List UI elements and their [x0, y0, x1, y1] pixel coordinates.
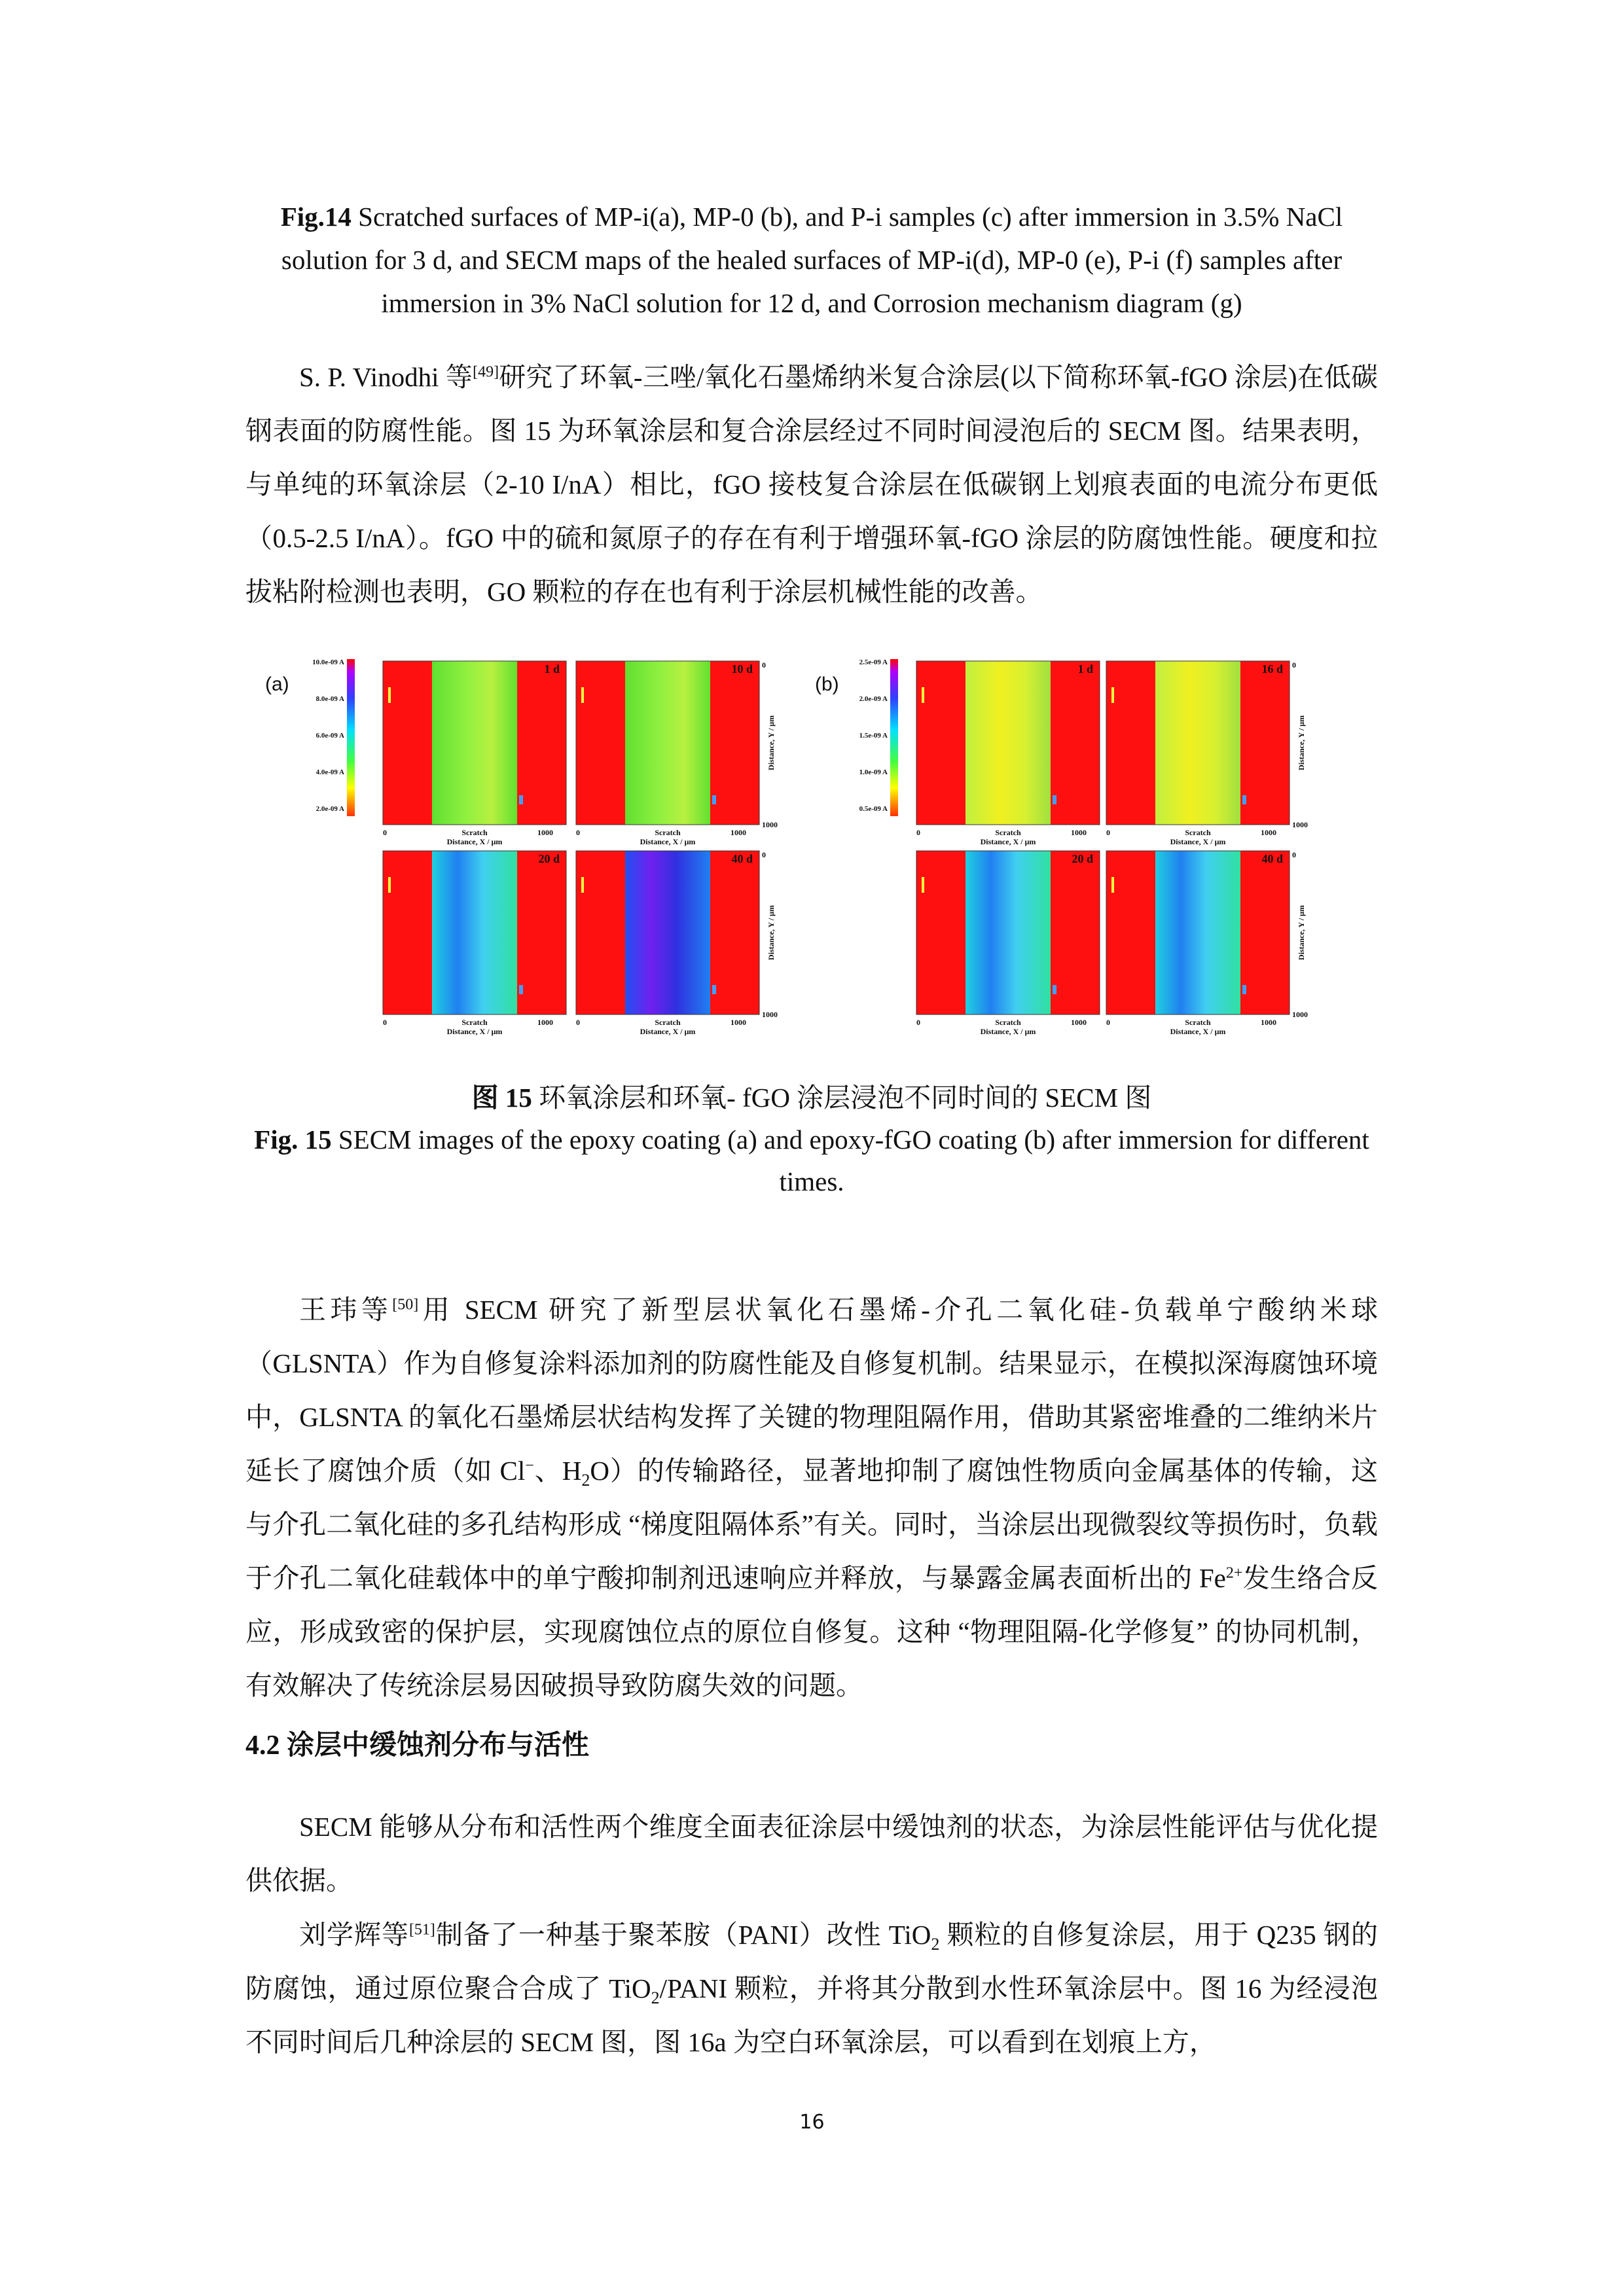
figure-15-cn-text: 环氧涂层和环氧- fGO 涂层浸泡不同时间的 SECM 图 [532, 1083, 1152, 1113]
paragraph-wangwei [245, 1283, 1378, 1712]
secm-map-scratch-zone [965, 661, 1051, 825]
figure-15-en-text: SECM images of the epoxy coating (a) and epoxy-fGO coating (b) after immersion for different times. [331, 1124, 1369, 1196]
x-tick-label: 1000 [1071, 828, 1087, 837]
colorbar-tick-label: 2.5e-09 A [859, 658, 888, 666]
secm-map-time-label: 1 d [544, 662, 560, 675]
secm-map-scratch-zone [432, 661, 517, 825]
panel-label: (b) [815, 673, 839, 695]
paragraph-liuxuehui [245, 1908, 1378, 2069]
y-tick-label: 1000 [762, 820, 778, 829]
x-axis-label: Distance, X / μm [1170, 1027, 1226, 1036]
y-tick-label: 1000 [1292, 1010, 1308, 1019]
x-tick-label: 1000 [731, 1018, 746, 1027]
x-tick-label: 0 [1106, 828, 1110, 837]
secm-map-scratch-zone [432, 851, 517, 1014]
x-tick-label: 0 [916, 828, 920, 837]
secm-map-time-label: 40 d [1261, 852, 1283, 865]
paragraph-text: 用 SECM 研究了新型层状氧化石墨烯-介孔二氧化硅-负载单宁酸纳米球（GLSNTA）作为自修复涂料添加剂的防腐性能及自修复机制。结果显示，在模拟深海腐蚀环境中，GLSNTA 的氧化石墨烯层状结构发挥了关键的物理阻隔作用，借助其紧密堆叠的二维纳米片延长了腐蚀介质（如 Cl [245, 1295, 1379, 1486]
x-tick-label: 1000 [1071, 1018, 1087, 1027]
secm-map-artifact [581, 877, 584, 893]
x-axis-label: Distance, X / μm [980, 837, 1036, 846]
colorbar-tick-label: 0.5e-09 A [859, 805, 888, 813]
paragraph-secm-intro [245, 1800, 1378, 1907]
secm-map-scratch-zone [1155, 661, 1240, 825]
paragraph-vinodhi [245, 350, 1378, 619]
secm-map-time-label: 20 d [538, 852, 560, 865]
x-axis-label: Distance, X / μm [640, 1027, 696, 1036]
citation-ref[interactable]: [49] [473, 363, 499, 381]
author: S. P. Vinodhi 等 [299, 362, 473, 392]
colorbar-tick-label: 1.5e-09 A [859, 732, 888, 740]
superscript: 2+ [1225, 1564, 1243, 1582]
colorbar-tick-label: 10.0e-09 A [312, 658, 344, 666]
secm-map-time-label: 1 d [1077, 662, 1093, 675]
y-axis-label: Distance, Y / μm [767, 905, 776, 960]
figure-15-caption-cn [249, 1077, 1375, 1119]
x-tick-label: 0 [383, 1018, 387, 1027]
colorbar-tick-label: 6.0e-09 A [316, 732, 344, 740]
y-tick-label: 0 [762, 660, 766, 670]
author: 王玮等 [299, 1295, 393, 1325]
figure-15-cn-label: 图 15 [471, 1083, 532, 1113]
figure-15 [262, 645, 1362, 1057]
x-axis-label: Scratch [655, 828, 681, 837]
x-axis-label: Scratch [1185, 828, 1211, 837]
x-tick-label: 1000 [1261, 1018, 1276, 1027]
x-axis-label: Scratch [995, 1018, 1021, 1027]
secm-map-time-label: 10 d [731, 662, 753, 675]
panel-label: (a) [265, 673, 289, 695]
x-tick-label: 1000 [1261, 828, 1276, 837]
paragraph-text: /PANI 颗粒，并将其分散到水性环氧涂层中。图 16 为经浸泡不同时间后几种涂层的 SECM 图，图 16a 为空白环氧涂层，可以看到在划痕上方， [245, 1973, 1378, 2057]
author: 刘学辉等 [299, 1920, 409, 1950]
x-tick-label: 0 [1106, 1018, 1110, 1027]
x-axis-label: Distance, X / μm [980, 1027, 1036, 1036]
secm-map-time-label: 40 d [731, 852, 753, 865]
secm-map-artifact [922, 687, 924, 703]
colorbar [347, 659, 355, 816]
secm-map-artifact [712, 985, 716, 994]
x-tick-label: 0 [383, 828, 387, 837]
page-number: 16 [799, 2111, 825, 2134]
colorbar-tick-label: 2.0e-09 A [316, 805, 344, 813]
colorbar [890, 659, 898, 816]
figure-15-en-label: Fig. 15 [254, 1124, 332, 1155]
paragraph-text: SECM 能够从分布和活性两个维度全面表征涂层中缓蚀剂的状态，为涂层性能评估与优化提供依据。 [245, 1812, 1378, 1895]
x-axis-label: Distance, X / μm [446, 1027, 503, 1036]
x-tick-label: 1000 [537, 828, 553, 837]
paragraph-text: 研究了环氧-三唑/氧化石墨烯纳米复合涂层(以下简称环氧-fGO 涂层)在低碳钢表面的防腐性能。图 15 为环氧涂层和复合涂层经过不同时间浸泡后的 SECM 图。结果表明，与单纯的环氧涂层（2-10 I/nA）相比，fGO 接枝复合涂层在低碳钢上划痕表面的电流分布更低（0.5-2.5 I/nA）。fGO 中的硫和氮原子的存在有利于增强环氧-fGO 涂层的防腐蚀性能。硬度和拉拔粘附检测也表明，GO 颗粒的存在也有利于涂层机械性能的改善。 [245, 362, 1379, 607]
colorbar-tick-label: 2.0e-09 A [859, 695, 888, 703]
secm-map-artifact [1053, 795, 1056, 804]
x-axis-label: Scratch [995, 828, 1021, 837]
x-tick-label: 0 [916, 1018, 920, 1027]
secm-map-artifact [1053, 985, 1056, 994]
figure-14-caption-text: Scratched surfaces of MP-i(a), MP-0 (b), and P-i samples (c) after immersion in 3.5% NaCl solution for 3 d, and SECM maps of the healed surfaces of MP-i(d), MP-0 (e), P-i (f) samples after immersion in 3% NaCl solution for 12 d, and Corrosion mechanism diagram (g) [281, 202, 1343, 318]
y-tick-label: 0 [1292, 850, 1296, 859]
paragraph-text: 制备了一种基于聚苯胺（PANI）改性 TiO [435, 1920, 931, 1950]
x-axis-label: Scratch [461, 1018, 488, 1027]
y-tick-label: 1000 [762, 1010, 778, 1019]
y-tick-label: 0 [1292, 660, 1296, 670]
paragraph-text: 发生络合反应，形成致密的保护层，实现腐蚀位点的原位自修复。这种 “物理阻隔-化学修复” 的协同机制，有效解决了传统涂层易因破损导致防腐失效的问题。 [245, 1563, 1379, 1700]
figure-15-caption [249, 1077, 1375, 1202]
y-tick-label: 0 [762, 850, 766, 859]
figure-14-caption [249, 195, 1375, 325]
secm-map-artifact [1242, 985, 1246, 994]
paragraph-text: 、H [533, 1456, 582, 1486]
secm-map-artifact [519, 795, 523, 804]
x-axis-label: Distance, X / μm [640, 837, 696, 846]
paragraph-text: 颗粒的自修复涂层，用于 Q235 钢的防腐蚀，通过原位聚合合成了 TiO [245, 1920, 1379, 2003]
x-tick-label: 0 [576, 1018, 580, 1027]
secm-map-artifact [712, 795, 716, 804]
secm-map-artifact [1111, 877, 1114, 893]
secm-map-artifact [1111, 687, 1114, 703]
secm-map-scratch-zone [625, 851, 710, 1014]
subscript: 2 [931, 1935, 940, 1954]
x-tick-label: 1000 [537, 1018, 553, 1027]
citation-ref[interactable]: [51] [408, 1921, 435, 1939]
secm-map-scratch-zone [1155, 851, 1240, 1014]
figure-15-caption-en [249, 1119, 1375, 1202]
x-axis-label: Scratch [461, 828, 488, 837]
secm-map-time-label: 16 d [1261, 662, 1283, 675]
y-axis-label: Distance, Y / μm [1297, 905, 1306, 960]
citation-ref[interactable]: [50] [392, 1296, 419, 1314]
secm-map-time-label: 20 d [1072, 852, 1093, 865]
x-tick-label: 1000 [731, 828, 746, 837]
x-axis-label: Scratch [1185, 1018, 1211, 1027]
x-axis-label: Distance, X / μm [446, 837, 503, 846]
x-axis-label: Distance, X / μm [1170, 837, 1226, 846]
secm-map-artifact [1242, 795, 1246, 804]
secm-map-artifact [922, 877, 924, 893]
colorbar-tick-label: 8.0e-09 A [316, 695, 344, 703]
secm-map-artifact [519, 985, 523, 994]
secm-map-scratch-zone [625, 661, 710, 825]
y-axis-label: Distance, Y / μm [1297, 715, 1306, 770]
paragraph-text: O）的传输路径，显著地抑制了腐蚀性物质向金属基体的传输，这与介孔二氧化硅的多孔结构形成 “梯度阻隔体系”有关。同时，当涂层出现微裂纹等损伤时，负载于介孔二氧化硅载体中的单宁酸抑制剂迅速响应并释放，与暴露金属表面析出的 Fe [245, 1456, 1378, 1593]
subscript: 2 [651, 1988, 660, 2008]
colorbar-tick-label: 4.0e-09 A [316, 768, 344, 776]
secm-map-artifact [388, 687, 391, 703]
colorbar-tick-label: 1.0e-09 A [859, 768, 888, 776]
x-axis-label: Scratch [655, 1018, 681, 1027]
secm-map-artifact [388, 877, 391, 893]
figure-14-label: Fig.14 [280, 202, 352, 232]
y-axis-label: Distance, Y / μm [767, 715, 776, 770]
secm-map-scratch-zone [965, 851, 1051, 1014]
x-tick-label: 0 [576, 828, 580, 837]
y-tick-label: 1000 [1292, 820, 1308, 829]
superscript: − [525, 1457, 534, 1475]
section-heading: 4.2 涂层中缓蚀剂分布与活性 [245, 1731, 590, 1761]
secm-map-artifact [581, 687, 584, 703]
subscript: 2 [581, 1471, 590, 1490]
